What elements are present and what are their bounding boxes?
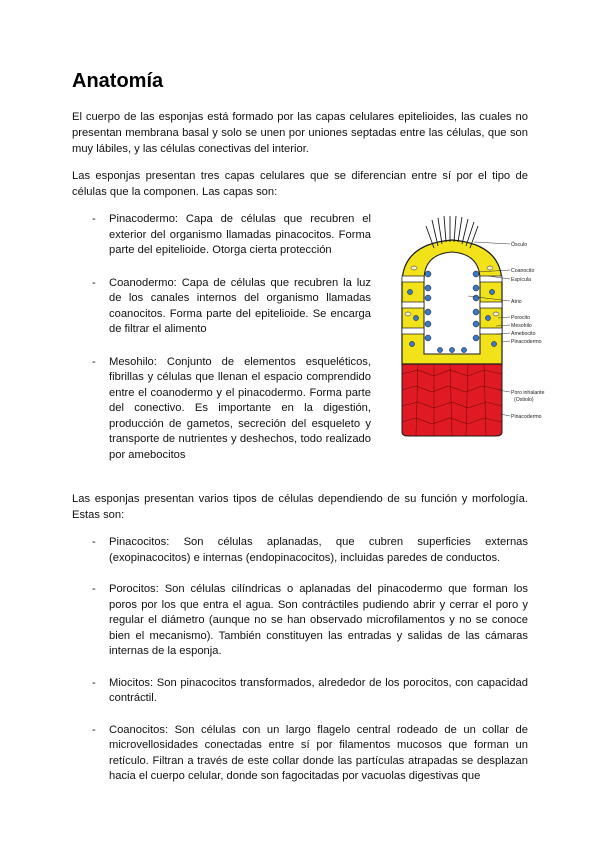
atrium-cavity — [424, 252, 480, 354]
list-item-pinacodermo — [92, 212, 371, 259]
dash-marker: - — [92, 583, 96, 595]
label-atrio: Atrio — [511, 299, 522, 305]
cells-intro-paragraph: Las esponjas presentan varios tipos de células dependiendo de su función y morfología. Estas son: — [72, 493, 528, 521]
label-porocito: Porocito — [511, 315, 531, 321]
label-mesohilo: Mesohilo — [511, 323, 532, 329]
dash-marker: - — [92, 355, 96, 368]
dash-marker: - — [92, 276, 96, 289]
intro-paragraph: El cuerpo de las esponjas está formado por las capas celulares epitelioides, las cuales no presentan membrana basal y solo se unen por uniones septadas entre las células, que son muy lábiles, y las células conectivas del interior. — [72, 111, 528, 155]
label-pinacodermo: Pinacodermo — [511, 339, 542, 345]
list-item-mesohilo — [92, 355, 371, 464]
label-osculo: Ósculo — [511, 242, 528, 248]
list-item-text: Pinacocitos: Son células aplanadas, que cubren superficies externas (exopinacocitos) e internas (endopinacocitos), incluidas paredes de conductos. — [109, 536, 528, 564]
label-espicula: Espícula — [511, 277, 531, 283]
list-item-coanodermo — [92, 276, 371, 338]
list-item-text: Porocitos: Son células cilíndricas o aplanadas del pinacodermo que forman los poros por los que entra el agua. Son contráctiles pudiendo abrir y cerrar el poro y regular el diámetro (aunque no se han observado microfilamentos y no se conoce bien el mecanismo). También constituyen las entradas y salidas de las cámaras internas de la esponja. — [109, 583, 528, 657]
list-item-text: Coanocitos: Son células con un largo flagelo central rodeado de un collar de microvellosidades conectadas entre sí por filamentos mucosos que forman un retículo. Filtran a través de este collar donde las partículas atrapadas se desplazan hacia el cuerpo celular, donde son fagocitadas por vacuolas digestivas que — [109, 723, 528, 782]
list-item-porocitos — [92, 582, 528, 660]
list-item-miocitos — [92, 676, 528, 707]
cells-list — [92, 535, 528, 801]
dash-marker: - — [92, 723, 96, 736]
label-amebocito: Amebocito — [511, 331, 536, 337]
list-item-text: Miocitos: Son pinacocitos transformados, alrededor de los porocitos, con capacidad contráctil. — [109, 676, 528, 704]
list-item-text: Mesohilo: Conjunto de elementos esqueléticos, fibrillas y células que llenan el espacio comprendido entre el coanodermo y el pinacodermo. Forma parte del conectivo. Es importante en la digestión, producción de gametos, secreción del esqueleto y transporte de nutrientes y deshechos, todo realizado por amebocitos — [109, 355, 371, 461]
label-pinacodermo-base: Pinacodermo — [511, 414, 542, 420]
layers-intro-paragraph: Las esponjas presentan tres capas celulares que se diferencian entre sí por el tipo de células que la componen. Las capas son: — [72, 170, 528, 198]
list-item-text: Coanodermo: Capa de células que recubren la luz de los canales internos del organismo llamadas coanocitos. Forma parte del epitelioide. Se encarga de filtrar el alimento — [109, 276, 371, 335]
dash-marker: - — [92, 536, 96, 548]
label-poro-inhalante: Poro inhalante — [511, 390, 545, 396]
list-item-pinacocitos — [92, 535, 528, 566]
sponge-anatomy-figure — [388, 214, 568, 442]
dash-marker: - — [92, 213, 96, 225]
dash-marker: - — [92, 676, 96, 689]
page-title: Anatomía — [72, 70, 164, 92]
label-ostiolo: (Ostiolo) — [514, 397, 534, 403]
layers-list — [92, 212, 371, 480]
list-item-coanocitos — [92, 723, 528, 785]
list-item-text: Pinacodermo: Capa de células que recubren el exterior del organismo llamadas pinacocitos. Forma parte del epitelioide. Otorga cierta protección — [109, 213, 371, 256]
label-coanocito: Coanocito — [511, 268, 535, 274]
